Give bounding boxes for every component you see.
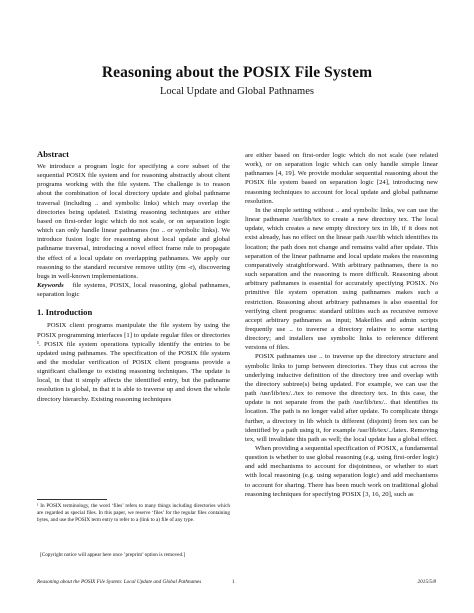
footer-page-number: 1	[232, 579, 235, 585]
right-paragraph-2: In the simple setting without .. and symbolic links, we can use the linear pathname /usr/lib/tex to create a new directory tex. The local update, which creates a new empty directory tex in lib, if it does not exist already, has no effect on the linear path /usr/lib which identifies its location; the path does not change and remains valid after update. This separation of the linear pathname and local update makes the reasoning comparatively straightforward. With arbitrary pathnames, there is no such separation and the reasoning is more difficult. Reasoning about arbitrary pathnames is essential for accurately specifying POSIX. No primitive file system operation using pathnames makes such a restriction. Reasoning about arbitrary pathnames is also essential for verifying client programs: standard utilities such as recursive remove accept arbitrary pathnames as input; Makefiles and admin scripts frequently use .. to traverse a directory relative to some starting directory; and installers use symbolic links to reference different versions of files.	[245, 206, 438, 352]
footer-date: 2015/5/8	[417, 579, 436, 585]
paper-title: Reasoning about the POSIX File System	[101, 64, 373, 81]
abstract-text: We introduce a program logic for specifying a core subset of the sequential POSIX file system and for reasoning abstractly about client programs working with the file system. The challenge is to reason about the combination of local directory update and global pathname traversal (including .. and symbolic links) which may overlap the directories being updated. Existing reasoning techniques are either based on first-order logic which do not scale, or on separation logic which can only handle linear pathnames (no .. or symbolic links). We introduce fusion logic for reasoning about local update and global pathname traversal, introducing a novel effect frame rule to propagate the effect of a local update on overlapping pathnames. We apply our reasoning to the standard recursive remove utility (rm -r), discovering bugs in well-known implementations.	[37, 163, 230, 280]
keywords-text: file systems, POSIX, local reasoning, global pathnames, separation logic	[37, 282, 230, 299]
right-paragraph-3: POSIX pathnames use .. to traverse up the directory structure and symbolic links to jump between directories. They thus cut across the underlying inductive definition of the directory tree and overlap with the directory subtree(s) being updated. For example, we can use the path /usr/lib/tex/../tex to remove the directory tex. In this case, the update is not separate from the path /usr/lib/tex/.. that identifies its location. The path is no longer valid after update. To complicate things further, a directory in lib which is different (disjoint) from tex can be identified by a path using it, for example /usr/lib/tex/../latex. Removing tex, will invalidate this path as well; the local update has a global effect.	[245, 353, 438, 443]
left-column	[37, 149, 230, 404]
keywords-label: Keywords	[37, 282, 64, 290]
footnote-rule	[37, 499, 107, 500]
footnote: ¹ In POSIX terminology, the word ‘files’ refers to many things including directories which are regarded as special files. In this paper, we reserve ‘files’ for the regular files containing bytes, and use the POSIX term entry to refer to a (link to a) file of any type.	[37, 503, 230, 523]
paper-subtitle: Local Update and Global Pathnames	[160, 86, 314, 97]
copyright-notice: [Copyright notice will appear here once ’preprint’ option is removed.]	[40, 552, 186, 558]
abstract-heading: Abstract	[37, 149, 69, 159]
right-paragraph-4: When providing a sequential specification of POSIX, a fundamental question is whether to use global reasoning (e.g. using first-order logic) and add mechanisms to account for disjointness, or whether to start with local reasoning (e.g. using separation logic) and add mechanisms to account for sharing. There has been much work on traditional global reasoning techniques for specifying POSIX [3, 16, 20], such as	[245, 445, 438, 498]
right-paragraph-1: are either based on first-order logic which do not scale (see related work), or on separation logic which can only handle simple linear pathnames [4, 19]. We provide modular sequential reasoning about the POSIX file system based on separation logic [24], introducing new reasoning techniques to account for local update and global pathname resolution.	[245, 152, 438, 205]
footer-running-title: Reasoning about the POSIX File System: Local Update and Global Pathnames	[37, 579, 202, 585]
intro-paragraph-1: POSIX client programs manipulate the file system by using the POSIX programming interfaces [1] to update regular files or directories ¹. POSIX file system operations typically identify the entries to be updated using pathnames. The specification of the POSIX file system and the modular verification of POSIX client programs provide a significant challenge to existing reasoning techniques. The update is local, in that it simply affects the identified entry, but the pathname resolution is global, in that it is able to traverse up and down the whole directory hierarchy. Existing reasoning techniques	[37, 322, 230, 403]
introduction-heading: 1. Introduction	[37, 307, 93, 318]
right-column	[245, 151, 438, 499]
keywords	[37, 281, 230, 299]
